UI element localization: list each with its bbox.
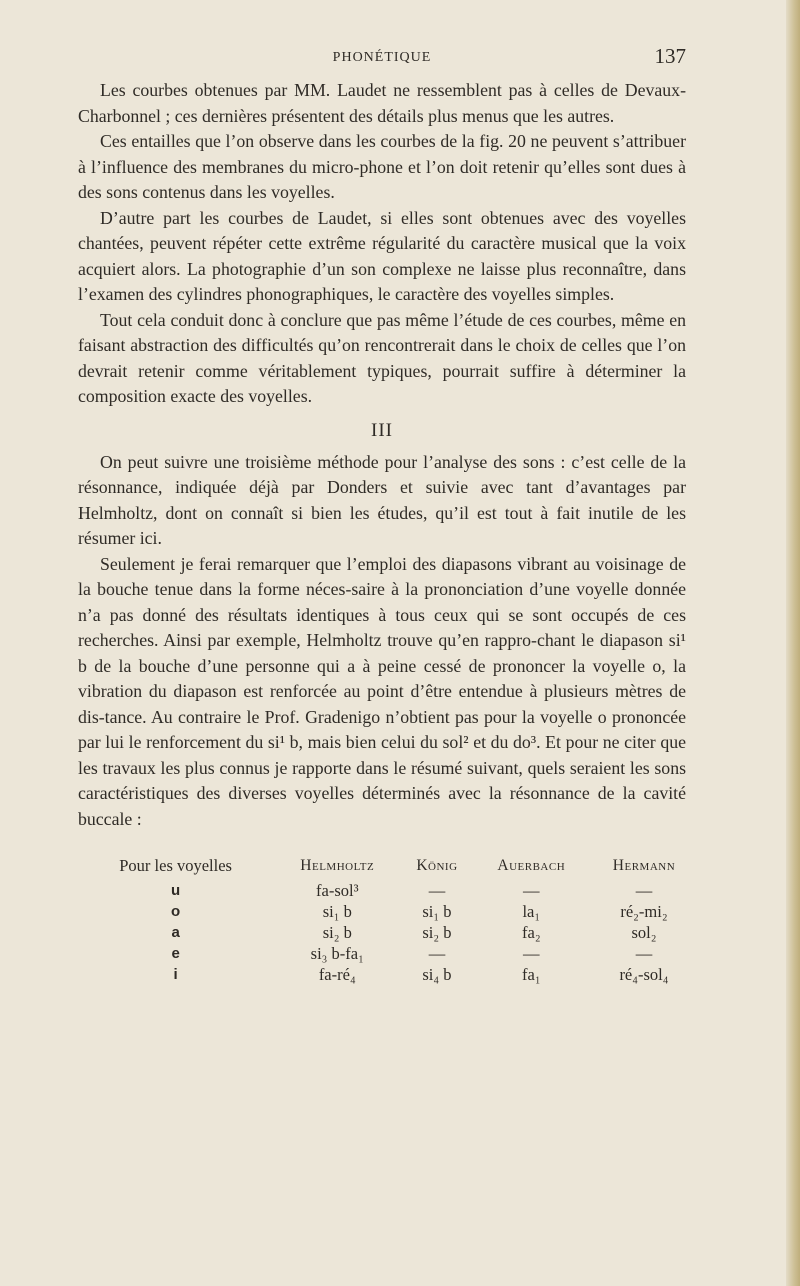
table-cell: ré₄-sol₄: [619, 965, 669, 984]
vowel-cell: i: [173, 966, 178, 983]
running-head: [78, 44, 686, 78]
section-heading: III: [371, 419, 393, 441]
paragraph: Tout cela conduit donc à conclure que pas même l’étude de ces courbes, même en faisant abstraction des difficultés qu’on rencontrerait dans le choix de celles que l’on devrait retenir comme véritablement typiques, pourrait suffire à déterminer la composition exacte des voyelles.: [78, 309, 686, 406]
table-cell: si₁ b: [322, 902, 352, 921]
table-row: [78, 943, 698, 964]
table-cell: ré₂-mi₂: [620, 902, 668, 921]
table-cell: la₁: [522, 902, 541, 921]
table-row: [78, 964, 698, 985]
table-cell: fa-sol³: [316, 881, 359, 900]
vowel-cell: a: [171, 924, 180, 941]
table-cell: fa₂: [522, 923, 541, 942]
table-cell: —: [523, 881, 540, 900]
paragraph: Les courbes obtenues par MM. Laudet ne ressemblent pas à celles de Devaux-Charbonnel ; ces dernières présentent des détails plus menus que les autres.: [78, 80, 686, 126]
paragraph: On peut suivre une troisième méthode pour l’analyse des sons : c’est celle de la résonnance, indiquée déjà par Donders et suivie avec tant d’avantages par Helmholtz, dont on connaît si bien les études, qu’il est tout à fait inutile de les résumer ici.: [78, 451, 686, 548]
column-header-helmholtz: Helmholtz: [300, 857, 375, 874]
table-cell: —: [635, 881, 653, 900]
table-row: [78, 922, 698, 943]
table-cell: sol₂: [631, 923, 657, 942]
column-header-konig: König: [416, 857, 458, 874]
table-cell: —: [635, 944, 653, 963]
table-cell: si₃ b-fa₁: [310, 944, 364, 963]
page-edge: [786, 0, 800, 1286]
table-cell: si₂ b: [422, 923, 452, 942]
vowel-resonance-table: [78, 856, 698, 985]
table-header-row: [78, 856, 698, 880]
table-cell: fa₁: [522, 965, 541, 984]
table-cell: —: [428, 881, 446, 900]
column-header-auerbach: Auerbach: [497, 857, 566, 874]
table-cell: —: [523, 944, 540, 963]
table-cell: si₄ b: [422, 965, 452, 984]
paragraph: D’autre part les courbes de Laudet, si elles sont obtenues avec des voyelles chantées, peuvent répéter cette extrême régularité du caractère musical que la voix acquiert alors. La photographie d’un son complexe ne laisse plus reconnaître, dans l’examen des cylindres phonographiques, le caractère des voyelles simples.: [78, 207, 686, 304]
vowel-cell: e: [171, 945, 180, 962]
table-cell: si₂ b: [322, 923, 352, 942]
column-header-hermann: Hermann: [612, 857, 676, 874]
vowel-cell: o: [171, 903, 181, 920]
vowel-cell: u: [171, 882, 181, 899]
paragraph: Seulement je ferai remarquer que l’emploi des diapasons vibrant au voisinage de la bouche tenue dans la forme néces-saire à la prononciation d’une voyelle donnée n’a pas donné des résultats identiques à tous ceux qui se sont occupés de ces recherches. Ainsi par exemple, Helmholtz trouve qu’en rappro-chant le diapason si¹ b de la bouche d’une personne qui a à peine cessé de prononcer la voyelle o, la vibration du diapason est renforcée au point d’être entendue à plusieurs mètres de dis-tance. Au contraire le Prof. Gradenigo n’obtient pas pour la voyelle o prononcée par lui le renforcement du si¹ b, mais bien celui du sol² et du do³. Et pour ne citer que les travaux les plus connus je rapporte dans le résumé suivant, quels seraient les sons caractéristiques des diverses voyelles déterminés avec la résonnance de la cavité buccale :: [78, 553, 686, 829]
table-cell: fa-ré₄: [318, 965, 356, 984]
table-row: [78, 880, 698, 901]
table-cell: si₁ b: [422, 902, 452, 921]
column-header-vowels: Pour les voyelles: [119, 856, 232, 875]
table-row: [78, 901, 698, 922]
paragraph: Ces entailles que l’on observe dans les courbes de la fig. 20 ne peuvent s’attribuer à l’influence des membranes du micro-phone et l’on doit retenir qu’elles sont dues à des sons contenus dans les voyelles.: [78, 131, 686, 202]
page-number: 137: [654, 44, 686, 68]
book-page: [78, 44, 686, 985]
running-title: PHONÉTIQUE: [332, 50, 432, 65]
body-text: [78, 78, 686, 832]
table-cell: —: [428, 944, 446, 963]
